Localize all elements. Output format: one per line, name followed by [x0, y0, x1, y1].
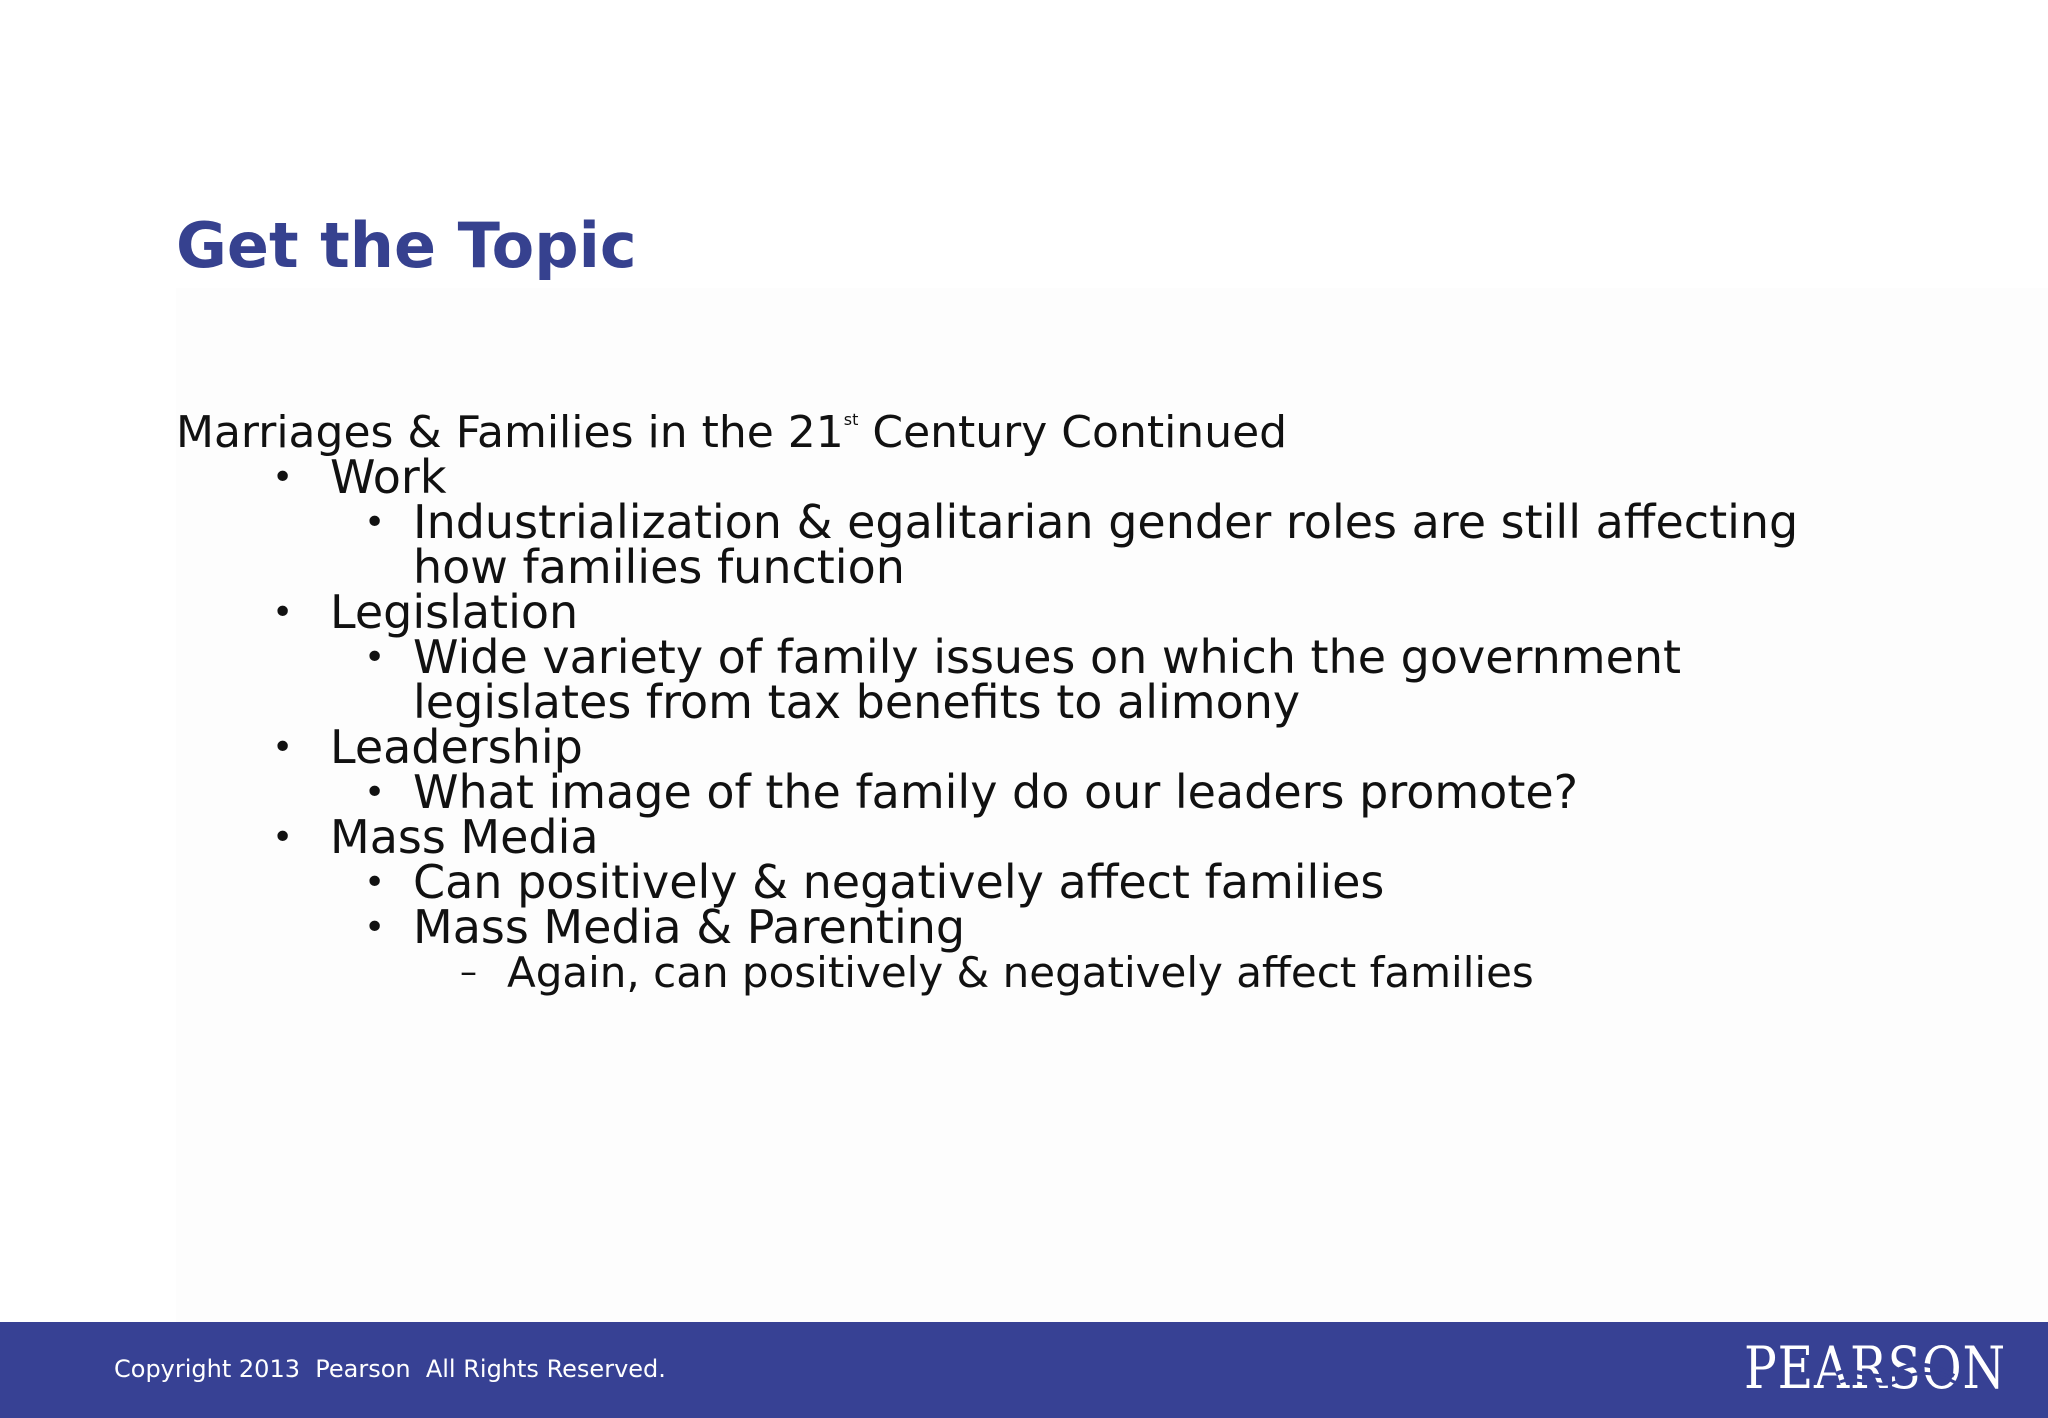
footer-bar	[0, 1322, 2048, 1418]
bullet-icon: •	[272, 457, 294, 498]
outline-item-text: Mass Media	[330, 810, 599, 864]
outline-item-continuation	[176, 540, 2036, 594]
outline-item-text: how families function	[413, 540, 905, 594]
outline-item-text: Legislation	[330, 585, 579, 639]
section-heading	[176, 407, 2036, 458]
bullet-icon: •	[272, 817, 294, 858]
outline-item-level2	[176, 900, 2036, 954]
bullet-icon: •	[364, 907, 386, 948]
outline-item-text: Can positively & negatively affect families	[413, 855, 1385, 909]
outline-item-text: Again, can positively & negatively affect families	[507, 948, 1534, 997]
pearson-logo-wordmark: PEARSON	[1744, 1334, 2006, 1402]
pearson-logo	[1744, 1334, 2008, 1404]
slide-body	[176, 407, 2036, 997]
outline-item-continuation	[176, 675, 2036, 729]
outline-item-text: Wide variety of family issues on which the government	[413, 630, 1682, 684]
section-heading-text-end: Century Continued	[858, 407, 1288, 458]
pearson-logo-icon	[1744, 1334, 2008, 1400]
outline-item-level1	[176, 720, 2036, 774]
copyright-text: Copyright 2013 Pearson All Rights Reserved.	[114, 1355, 666, 1383]
outline-item-text: Mass Media & Parenting	[413, 900, 966, 954]
outline-item-text: Industrialization & egalitarian gender roles are still affecting	[413, 495, 1799, 549]
outline-item-level2	[176, 855, 2036, 909]
outline-item-text: Leadership	[330, 720, 583, 774]
outline-item-level1	[176, 585, 2036, 639]
dash-bullet-icon: –	[460, 952, 477, 992]
slide-title: Get the Topic	[176, 209, 637, 282]
outline-item-level2	[176, 765, 2036, 819]
section-heading-superscript: st	[843, 410, 859, 429]
outline-item-text: Work	[330, 450, 447, 504]
bullet-icon: •	[272, 727, 294, 768]
section-heading-text: Marriages & Families in the 21	[176, 407, 844, 458]
bullet-icon: •	[364, 772, 386, 813]
bullet-icon: •	[364, 637, 386, 678]
bullet-icon: •	[364, 502, 386, 543]
outline-item-level1	[176, 810, 2036, 864]
outline-item-level2	[176, 495, 2036, 549]
bullet-icon: •	[272, 592, 294, 633]
outline-item-level2	[176, 630, 2036, 684]
outline-item-text: legislates from tax benefits to alimony	[413, 675, 1301, 729]
outline-item-level1	[176, 450, 2036, 504]
outline-item-text: What image of the family do our leaders promote?	[413, 765, 1579, 819]
outline-item-level3	[176, 950, 2036, 995]
bullet-icon: •	[364, 862, 386, 903]
